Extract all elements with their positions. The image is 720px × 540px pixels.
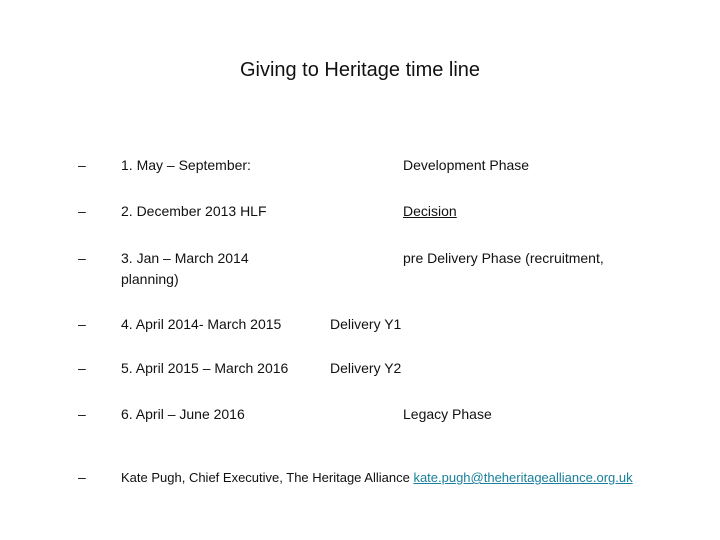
timeline-period: 4. April 2014- March 2015	[121, 316, 282, 332]
bullet-dash: –	[78, 406, 86, 422]
bullet-dash: –	[78, 157, 86, 173]
bullet-dash: –	[78, 250, 86, 266]
bullet-dash: –	[78, 316, 86, 332]
timeline-phase: pre Delivery Phase (recruitment,	[403, 250, 604, 266]
contact-name: Kate Pugh, Chief Executive, The Heritage Alliance	[121, 470, 414, 485]
timeline-period-continued: planning)	[121, 271, 179, 287]
timeline-period: 6. April – June 2016	[121, 406, 245, 422]
timeline-phase: Delivery Y2	[330, 360, 402, 376]
timeline-period: 1. May – September:	[121, 157, 251, 173]
timeline-period: 3. Jan – March 2014	[121, 250, 249, 266]
slide-title: Giving to Heritage time line	[239, 59, 481, 81]
timeline-phase: Development Phase	[403, 157, 530, 173]
timeline-period: 2. December 2013 HLF	[121, 203, 267, 219]
timeline-phase: Decision	[403, 203, 457, 219]
contact-text	[121, 467, 633, 488]
bullet-dash: –	[78, 360, 86, 376]
timeline-phase: Legacy Phase	[403, 406, 492, 422]
timeline-phase: Delivery Y1	[330, 316, 402, 332]
email-link[interactable]: kate.pugh@theheritagealliance.org.uk	[413, 470, 633, 485]
bullet-dash: –	[78, 203, 86, 219]
timeline-period: 5. April 2015 – March 2016	[121, 360, 289, 376]
bullet-dash: –	[78, 469, 86, 485]
